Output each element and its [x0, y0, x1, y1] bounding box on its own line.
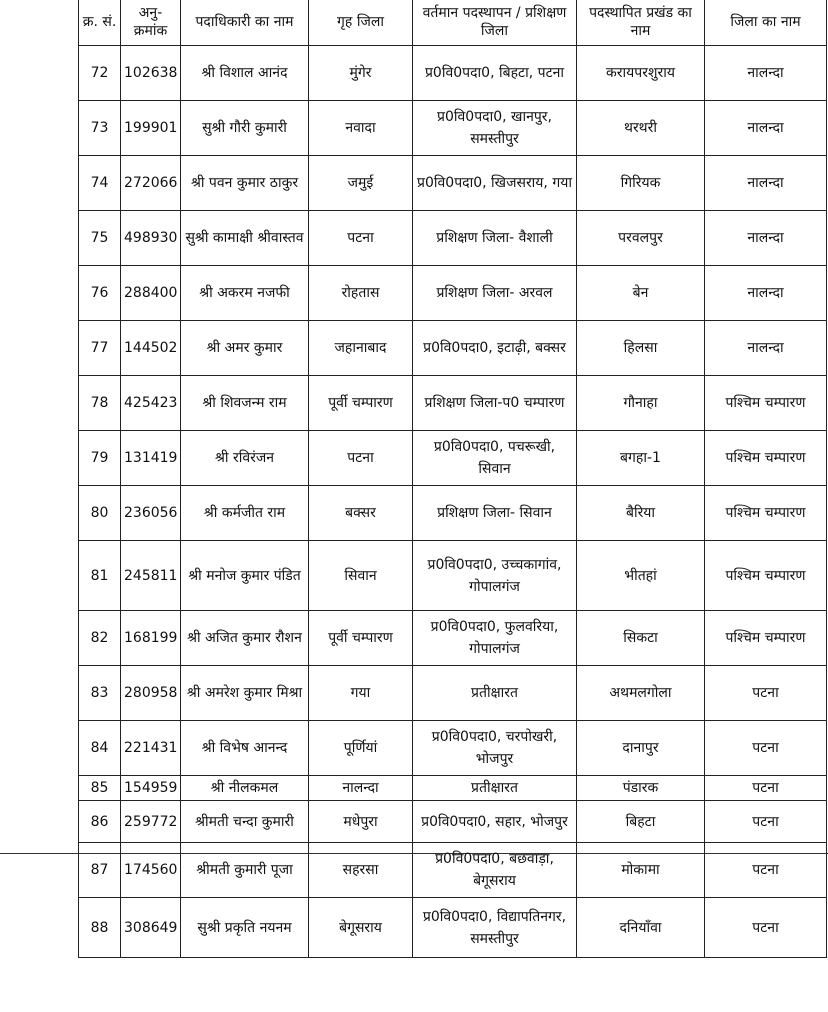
cell-home-district: गया: [309, 666, 413, 721]
cell-current-posting: प्रशिक्षण जिला- सिवान: [413, 486, 577, 541]
cell-block: दनियाँवा: [577, 898, 705, 958]
cell-roll: 498930: [121, 211, 181, 266]
cell-block: सिकटा: [577, 611, 705, 666]
cell-serial: 81: [79, 541, 121, 611]
cell-serial: 84: [79, 721, 121, 776]
cell-home-district: सहरसा: [309, 843, 413, 898]
cell-home-district: सिवान: [309, 541, 413, 611]
cell-name: श्री मनोज कुमार पंडित: [181, 541, 309, 611]
table-row: [79, 376, 827, 431]
cell-roll: 288400: [121, 266, 181, 321]
table-row: [79, 666, 827, 721]
cell-district: पटना: [705, 666, 827, 721]
cell-serial: 79: [79, 431, 121, 486]
cell-serial: 72: [79, 46, 121, 101]
cell-current-posting: प्र0वि0पदा0, पचरूखी, सिवान: [413, 431, 577, 486]
officer-posting-table: [78, 0, 827, 958]
cell-block: परवलपुर: [577, 211, 705, 266]
cell-serial: 83: [79, 666, 121, 721]
cell-name: श्री अकरम नजफी: [181, 266, 309, 321]
cell-name: श्री अजित कुमार रौशन: [181, 611, 309, 666]
cell-name: श्री विभेष आनन्द: [181, 721, 309, 776]
cell-serial: 73: [79, 101, 121, 156]
cell-block: बिहटा: [577, 801, 705, 843]
cell-district: नालन्दा: [705, 156, 827, 211]
cell-district: पटना: [705, 721, 827, 776]
cell-name: श्री नीलकमल: [181, 776, 309, 801]
cell-block: करायपरशुराय: [577, 46, 705, 101]
cell-current-posting: प्र0वि0पदा0, बिहटा, पटना: [413, 46, 577, 101]
cell-district: पश्चिम चम्पारण: [705, 486, 827, 541]
cell-name: सुश्री कामाक्षी श्रीवास्तव: [181, 211, 309, 266]
cell-roll: 236056: [121, 486, 181, 541]
cell-district: पटना: [705, 843, 827, 898]
cell-name: श्री पवन कुमार ठाकुर: [181, 156, 309, 211]
cell-roll: 280958: [121, 666, 181, 721]
cell-home-district: बक्सर: [309, 486, 413, 541]
cell-block: बैरिया: [577, 486, 705, 541]
cell-block: गिरियक: [577, 156, 705, 211]
table-row: [79, 156, 827, 211]
cell-name: श्री शिवजन्म राम: [181, 376, 309, 431]
cell-name: श्री अमर कुमार: [181, 321, 309, 376]
cell-current-posting: प्र0वि0पदा0, इटाढ़ी, बक्सर: [413, 321, 577, 376]
cell-block: थरथरी: [577, 101, 705, 156]
cell-serial: 80: [79, 486, 121, 541]
cell-name: सुश्री गौरी कुमारी: [181, 101, 309, 156]
table-row: [79, 541, 827, 611]
col-name: पदाधिकारी का नाम: [181, 0, 309, 46]
cell-serial: 75: [79, 211, 121, 266]
cell-roll: 168199: [121, 611, 181, 666]
cell-name: सुश्री प्रकृति नयनम: [181, 898, 309, 958]
table-row: [79, 101, 827, 156]
cell-block: पंडारक: [577, 776, 705, 801]
cell-district: नालन्दा: [705, 321, 827, 376]
cell-name: श्रीमती चन्दा कुमारी: [181, 801, 309, 843]
table-row: [79, 611, 827, 666]
cell-district: पश्चिम चम्पारण: [705, 541, 827, 611]
cell-name: श्री अमरेश कुमार मिश्रा: [181, 666, 309, 721]
cell-district: पश्चिम चम्पारण: [705, 376, 827, 431]
cell-block: भीतहां: [577, 541, 705, 611]
cell-name: श्री रविरंजन: [181, 431, 309, 486]
cell-serial: 82: [79, 611, 121, 666]
table-row: [79, 801, 827, 843]
col-district: जिला का नाम: [705, 0, 827, 46]
cell-roll: 245811: [121, 541, 181, 611]
col-serial: क्र. सं.: [79, 0, 121, 46]
cell-district: पश्चिम चम्पारण: [705, 431, 827, 486]
cell-block: गौनाहा: [577, 376, 705, 431]
cell-serial: 74: [79, 156, 121, 211]
col-current-posting: वर्तमान पदस्थापन / प्रशिक्षण जिला: [413, 0, 577, 46]
cell-district: नालन्दा: [705, 266, 827, 321]
cell-serial: 88: [79, 898, 121, 958]
cell-current-posting: प्र0वि0पदा0, फुलवरिया, गोपालगंज: [413, 611, 577, 666]
cell-district: पटना: [705, 801, 827, 843]
cell-home-district: जहानाबाद: [309, 321, 413, 376]
cell-serial: 76: [79, 266, 121, 321]
cell-name: श्री कर्मजीत राम: [181, 486, 309, 541]
cell-block: मोकामा: [577, 843, 705, 898]
cell-roll: 425423: [121, 376, 181, 431]
cell-home-district: रोहतास: [309, 266, 413, 321]
table-row: [79, 266, 827, 321]
cell-home-district: मधेपुरा: [309, 801, 413, 843]
cell-serial: 87: [79, 843, 121, 898]
cell-district: नालन्दा: [705, 46, 827, 101]
cell-block: हिलसा: [577, 321, 705, 376]
cell-district: पश्चिम चम्पारण: [705, 611, 827, 666]
cell-roll: 272066: [121, 156, 181, 211]
cell-serial: 85: [79, 776, 121, 801]
cell-current-posting: प्र0वि0पदा0, चरपोखरी, भोजपुर: [413, 721, 577, 776]
table-row: [79, 431, 827, 486]
cell-home-district: पटना: [309, 431, 413, 486]
col-block: पदस्थापित प्रखंड का नाम: [577, 0, 705, 46]
cell-home-district: पूर्णियां: [309, 721, 413, 776]
table-row: [79, 898, 827, 958]
cell-current-posting: प्र0वि0पदा0, बछवाड़ा, बेगूसराय: [413, 843, 577, 898]
cell-block: अथमलगोला: [577, 666, 705, 721]
header-row: [79, 0, 827, 46]
cell-roll: 174560: [121, 843, 181, 898]
cell-current-posting: प्र0वि0पदा0, विद्यापतिनगर, समस्तीपुर: [413, 898, 577, 958]
cell-home-district: पटना: [309, 211, 413, 266]
cell-home-district: नालन्दा: [309, 776, 413, 801]
cell-home-district: नवादा: [309, 101, 413, 156]
cell-home-district: मुंगेर: [309, 46, 413, 101]
cell-district: नालन्दा: [705, 211, 827, 266]
cell-block: बगहा-1: [577, 431, 705, 486]
cell-block: बेन: [577, 266, 705, 321]
cell-roll: 102638: [121, 46, 181, 101]
table-row: [79, 211, 827, 266]
cell-roll: 259772: [121, 801, 181, 843]
cell-current-posting: प्रतीक्षारत: [413, 666, 577, 721]
cell-serial: 78: [79, 376, 121, 431]
cell-current-posting: प्रशिक्षण जिला- अरवल: [413, 266, 577, 321]
table-row: [79, 721, 827, 776]
cell-current-posting: प्र0वि0पदा0, उच्चकागांव, गोपालगंज: [413, 541, 577, 611]
cell-current-posting: प्रतीक्षारत: [413, 776, 577, 801]
table-row: [79, 486, 827, 541]
cell-home-district: पूर्वी चम्पारण: [309, 376, 413, 431]
cell-district: पटना: [705, 776, 827, 801]
cell-serial: 77: [79, 321, 121, 376]
cell-block: दानापुर: [577, 721, 705, 776]
cell-home-district: पूर्वी चम्पारण: [309, 611, 413, 666]
cell-serial: 86: [79, 801, 121, 843]
cell-current-posting: प्र0वि0पदा0, खिजसराय, गया: [413, 156, 577, 211]
table-row: [79, 46, 827, 101]
cell-roll: 144502: [121, 321, 181, 376]
cell-current-posting: प्रशिक्षण जिला-प0 चम्पारण: [413, 376, 577, 431]
cell-name: श्री विशाल आनंद: [181, 46, 309, 101]
cell-home-district: बेगूसराय: [309, 898, 413, 958]
col-home-district: गृह जिला: [309, 0, 413, 46]
cell-name: श्रीमती कुमारी पूजा: [181, 843, 309, 898]
table-row: [79, 776, 827, 801]
cell-current-posting: प्र0वि0पदा0, सहार, भोजपुर: [413, 801, 577, 843]
cell-roll: 221431: [121, 721, 181, 776]
cell-district: नालन्दा: [705, 101, 827, 156]
cell-roll: 154959: [121, 776, 181, 801]
cell-district: पटना: [705, 898, 827, 958]
cell-current-posting: प्र0वि0पदा0, खानपुर, समस्तीपुर: [413, 101, 577, 156]
cell-roll: 308649: [121, 898, 181, 958]
cell-home-district: जमुई: [309, 156, 413, 211]
cell-current-posting: प्रशिक्षण जिला- वैशाली: [413, 211, 577, 266]
col-roll: अनु- क्रमांक: [121, 0, 181, 46]
table-row: [79, 321, 827, 376]
table-row: [79, 843, 827, 898]
cell-roll: 131419: [121, 431, 181, 486]
cell-roll: 199901: [121, 101, 181, 156]
